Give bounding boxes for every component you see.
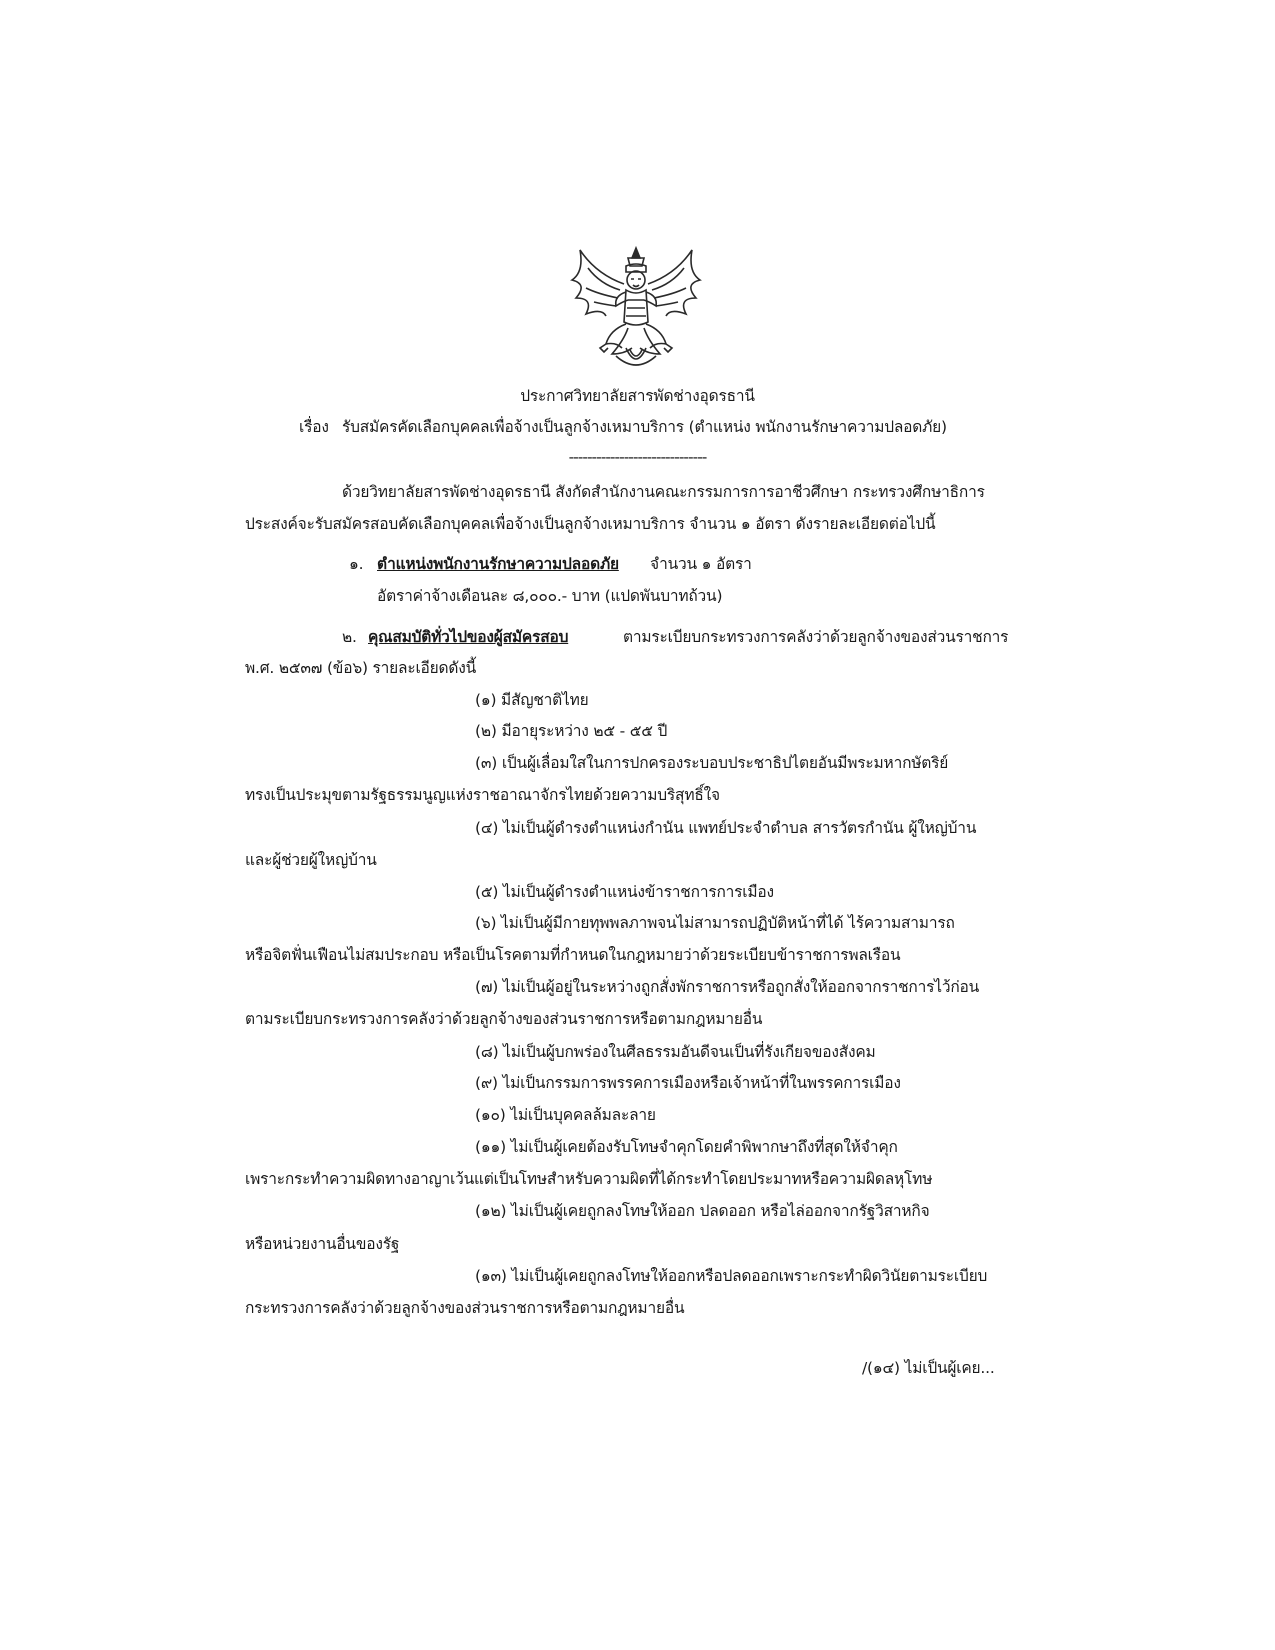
qualification-13: (๑๓) ไม่เป็นผู้เคยถูกลงโทษให้ออกหรือปลดออกเพราะกระทำผิดวินัยตามระเบียบ [475,1267,988,1285]
qualification-6-cont: หรือจิตฟั่นเฟือนไม่สมประกอบ หรือเป็นโรคตามที่กำหนดในกฎหมายว่าด้วยระเบียบข้าราชการพลเรือน [245,946,901,964]
qualification-10: (๑๐) ไม่เป็นบุคคลล้มละลาย [475,1106,656,1124]
document-title: ประกาศวิทยาลัยสารพัดช่างอุดรธานี [520,387,755,405]
section-1-salary: อัตราค่าจ้างเดือนละ ๘,๐๐๐.- บาท (แปดพันบาทถ้วน) [377,587,723,605]
garuda-emblem-icon [566,244,706,378]
qualification-4: (๔) ไม่เป็นผู้ดำรงตำแหน่งกำนัน แพทย์ประจำตำบล สารวัตรกำนัน ผู้ใหญ่บ้าน [475,819,977,837]
qualification-13-cont: กระทรวงการคลังว่าด้วยลูกจ้างของส่วนราชการหรือตามกฎหมายอื่น [245,1299,685,1317]
section-1-heading: ตำแหน่งพนักงานรักษาความปลอดภัย [377,555,619,573]
qualification-1: (๑) มีสัญชาติไทย [475,691,589,709]
section-1-count: จำนวน ๑ อัตรา [650,555,752,573]
qualification-11: (๑๑) ไม่เป็นผู้เคยต้องรับโทษจำคุกโดยคำพิพากษาถึงที่สุดให้จำคุก [475,1138,898,1156]
qualification-11-cont: เพราะกระทำความผิดทางอาญาเว้นแต่เป็นโทษสำหรับความผิดที่ได้กระทำโดยประมาทหรือความผิดลหุโทษ [245,1170,933,1188]
qualification-3-cont: ทรงเป็นประมุขตามรัฐธรรมนูญแห่งราชอาณาจักรไทยด้วยความบริสุทธิ์ใจ [245,786,720,804]
subject-label: เรื่อง [299,418,329,436]
qualification-5: (๕) ไม่เป็นผู้ดำรงตำแหน่งข้าราชการการเมือง [475,883,774,901]
qualification-3: (๓) เป็นผู้เลื่อมใสในการปกครองระบอบประชาธิปไตยอันมีพระมหากษัตริย์ [475,754,949,772]
qualification-12-cont: หรือหน่วยงานอื่นของรัฐ [245,1235,400,1253]
section-2-line-2: พ.ศ. ๒๕๓๗ (ข้อ๖) รายละเอียดดังนี้ [245,659,477,677]
qualification-9: (๙) ไม่เป็นกรรมการพรรคการเมืองหรือเจ้าหน้าที่ในพรรคการเมือง [475,1074,901,1092]
section-2-heading: คุณสมบัติทั่วไปของผู้สมัครสอบ [368,628,569,646]
subject-text: รับสมัครคัดเลือกบุคคลเพื่อจ้างเป็นลูกจ้างเหมาบริการ (ตำแหน่ง พนักงานรักษาความปลอดภัย) [342,418,947,436]
qualification-2: (๒) มีอายุระหว่าง ๒๕ - ๕๕ ปี [475,722,668,740]
qualification-7-cont: ตามระเบียบกระทรวงการคลังว่าด้วยลูกจ้างของส่วนราชการหรือตามกฎหมายอื่น [245,1010,763,1028]
section-1-number: ๑. [349,555,364,573]
qualification-6: (๖) ไม่เป็นผู้มีกายทุพพลภาพจนไม่สามารถปฏิบัติหน้าที่ได้ ไร้ความสามารถ [475,914,955,932]
continuation-note: /(๑๔) ไม่เป็นผู้เคย... [862,1359,995,1377]
qualification-4-cont: และผู้ช่วยผู้ใหญ่บ้าน [245,851,377,869]
qualification-7: (๗) ไม่เป็นผู้อยู่ในระหว่างถูกสั่งพักราชการหรือถูกสั่งให้ออกจากราชการไว้ก่อน [475,978,980,996]
section-2-tail: ตามระเบียบกระทรวงการคลังว่าด้วยลูกจ้างของส่วนราชการ [623,628,1009,646]
intro-line-1: ด้วยวิทยาลัยสารพัดช่างอุดรธานี สังกัดสำนักงานคณะกรรมการการอาชีวศึกษา กระทรวงศึกษาธิการ [342,483,985,501]
title-divider: ------------------------------ [568,448,707,466]
qualification-12: (๑๒) ไม่เป็นผู้เคยถูกลงโทษให้ออก ปลดออก หรือไล่ออกจากรัฐวิสาหกิจ [475,1202,930,1220]
section-2-number: ๒. [342,628,357,646]
qualification-8: (๘) ไม่เป็นผู้บกพร่องในศีลธรรมอันดีจนเป็นที่รังเกียจของสังคม [475,1043,876,1061]
intro-line-2: ประสงค์จะรับสมัครสอบคัดเลือกบุคคลเพื่อจ้างเป็นลูกจ้างเหมาบริการ จำนวน ๑ อัตรา ดังรายละเอียดต่อไปนี้ [245,515,936,533]
